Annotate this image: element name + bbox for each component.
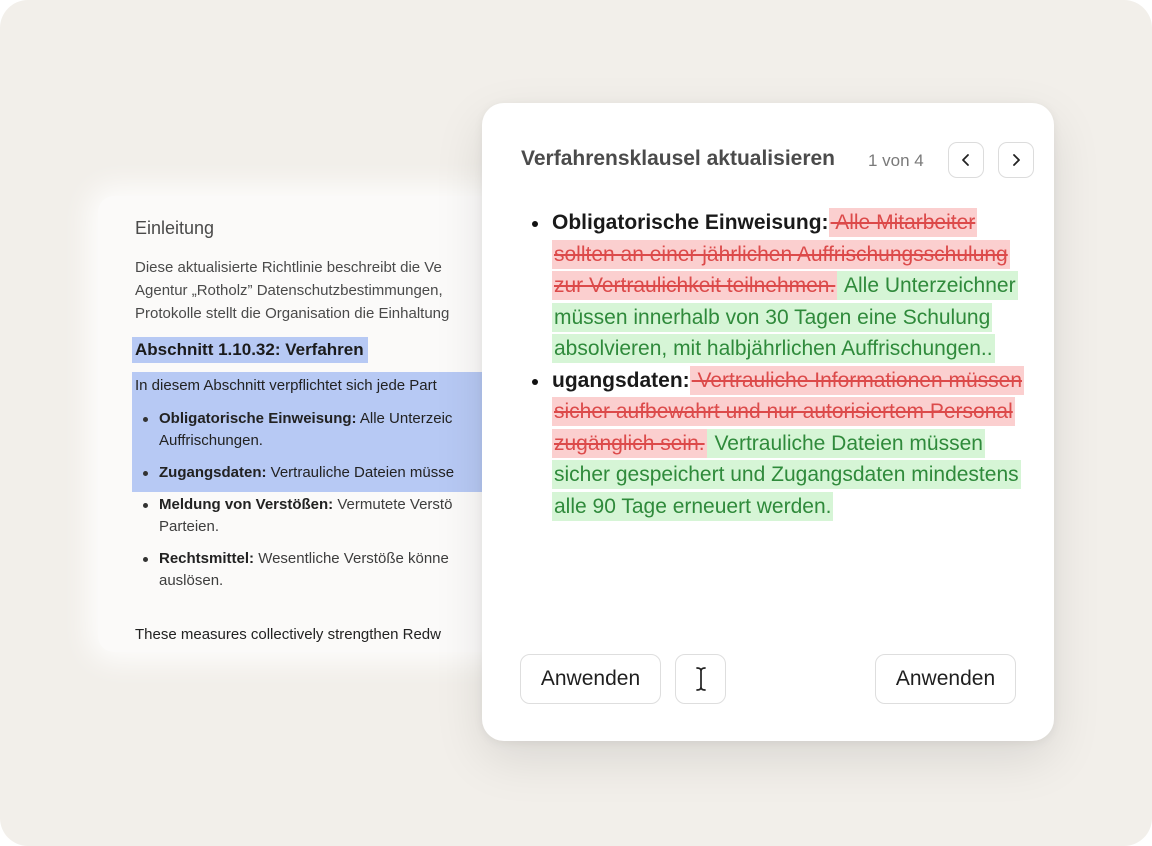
list-item-text: Auffrischungen. (159, 432, 263, 449)
section-title: Abschnitt 1.10.32: Verfahren (135, 340, 364, 359)
change-label: ugangsdaten: (552, 368, 690, 392)
change-item (524, 207, 1024, 365)
added-text: Alle Unterzeichner müssen innerhalb von 30 Tagen eine Schulung absolvieren, mit halbjährlichen Auffrischungen.. (552, 271, 1018, 363)
list-item (141, 462, 454, 484)
popup-title: Verfahrensklausel aktualisieren (521, 147, 836, 170)
document-list (141, 408, 454, 592)
list-item (141, 408, 454, 452)
list-item (141, 494, 454, 538)
document-intro (135, 256, 449, 325)
list-item-text: Alle Unterzeic (356, 410, 453, 427)
list-item-text: Vertrauliche Dateien müsse (266, 464, 455, 481)
change-label: Obligatorische Einweisung: (552, 211, 829, 234)
list-item-text: Parteien. (159, 518, 220, 535)
suggestion-popup (482, 103, 1054, 741)
list-item-label: Rechtsmittel: (159, 550, 255, 567)
text-cursor-button[interactable] (675, 654, 726, 704)
section-lead: In diesem Abschnitt verpflichtet sich jede Part (135, 377, 437, 394)
added-text: Vertrauliche Dateien müssen sicher gespeichert und Zugangsdaten mindestens alle 90 Tage erneuert werden. (552, 429, 1021, 521)
intro-line: Protokolle stellt die Organisation die Einhaltung (135, 305, 450, 322)
change-list (524, 207, 1024, 522)
list-item-label: Obligatorische Einweisung: (159, 410, 357, 427)
list-item (141, 548, 454, 592)
list-item-text: Wesentliche Verstöße könne (254, 550, 449, 567)
section-title-highlight (132, 337, 368, 363)
list-item-label: Zugangsdaten: (159, 464, 267, 481)
document-heading: Einleitung (135, 218, 215, 238)
text-cursor-icon (693, 666, 709, 692)
next-suggestion-button[interactable] (998, 142, 1034, 178)
chevron-right-icon (1009, 153, 1023, 167)
apply-button[interactable]: Anwenden (520, 654, 661, 704)
change-item (524, 365, 1024, 523)
list-item-text: auslösen. (159, 572, 224, 589)
apply-button[interactable]: Anwenden (875, 654, 1016, 704)
intro-line: Diese aktualisierte Richtlinie beschreibt die Ve (135, 259, 442, 276)
list-item-label: Meldung von Verstößen: (159, 496, 334, 513)
document-closing: These measures collectively strengthen Redw (135, 626, 441, 643)
removed-text: Alle Mitarbeiter sollten an einer jährlichen Auffrischungsschulung zur Vertraulichkeit teilnehmen. (552, 208, 1010, 300)
chevron-left-icon (959, 153, 973, 167)
intro-line: Agentur „Rotholz” Datenschutzbestimmungen, (135, 282, 443, 299)
suggestion-counter: 1 von 4 (868, 151, 924, 170)
previous-suggestion-button[interactable] (948, 142, 984, 178)
removed-text: Vertrauliche Informationen müssen sicher aufbewahrt und nur autorisiertem Personal zugänglich sein. (552, 366, 1024, 458)
list-item-text: Vermutete Verstö (333, 496, 453, 513)
